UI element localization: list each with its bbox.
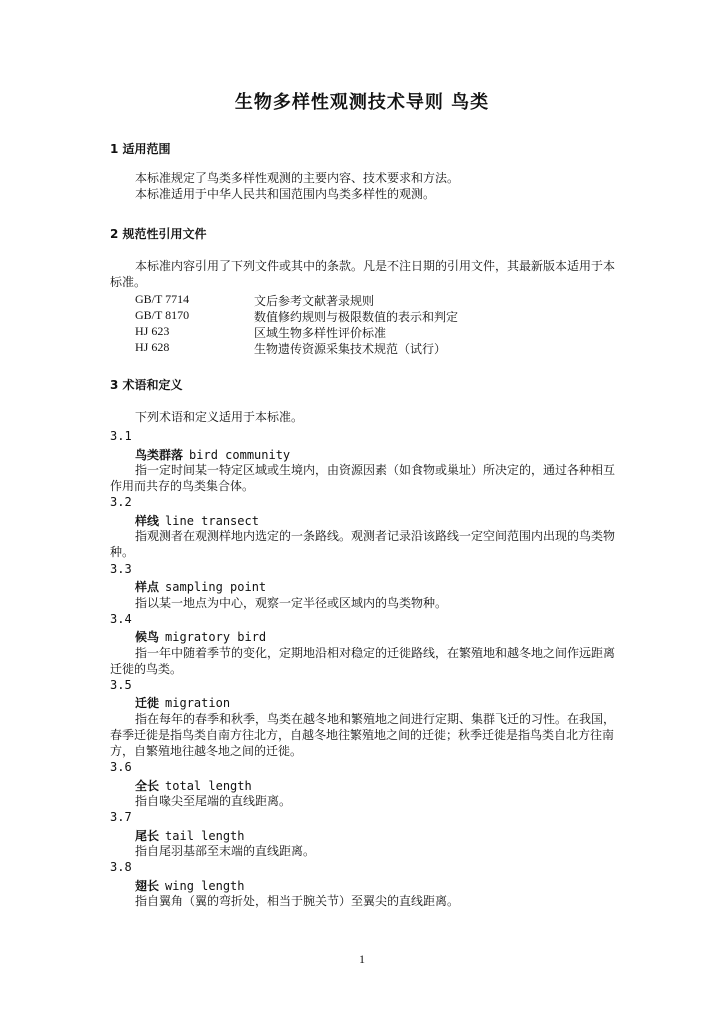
- term-chinese: 全长: [135, 779, 160, 793]
- term-english: sampling point: [165, 580, 267, 594]
- term-chinese: 样点: [135, 580, 160, 594]
- term-number: 3.2: [110, 495, 132, 509]
- term-title: [135, 578, 266, 595]
- term-english: bird community: [189, 448, 291, 462]
- term-english: total length: [165, 779, 252, 793]
- term-number: 3.6: [110, 760, 132, 774]
- term-definition: 指以某一地点为中心，观察一定半径或区域内的鸟类物种。: [135, 596, 448, 610]
- reference-name: 区域生物多样性评价标准: [254, 326, 387, 340]
- term-english: line transect: [165, 514, 259, 528]
- section-1-heading: 1 适用范围: [110, 142, 171, 156]
- term-number: 3.3: [110, 562, 132, 576]
- term-chinese: 尾长: [135, 829, 160, 843]
- reference-name: 生物遗传资源采集技术规范（试行）: [254, 342, 447, 356]
- term-title: [135, 877, 245, 894]
- reference-code: HJ 628: [135, 340, 170, 354]
- term-title: [135, 446, 290, 463]
- term-definition: 指观测者在观测样地内选定的一条路线。观测者记录沿该路线一定空间范围内出现的鸟类物种。: [110, 529, 616, 559]
- section-3-heading: 3 术语和定义: [110, 378, 183, 392]
- term-chinese: 鸟类群落: [135, 448, 184, 462]
- term-title: [135, 777, 252, 794]
- reference-code: GB/T 8170: [135, 308, 190, 322]
- term-title: [135, 694, 230, 711]
- term-english: tail length: [165, 829, 245, 843]
- term-english: migratory bird: [165, 630, 267, 644]
- section-2-heading: 2 规范性引用文件: [110, 227, 207, 241]
- term-english: migration: [165, 696, 231, 710]
- term-title: [135, 512, 259, 529]
- term-definition: 指自翼角（翼的弯折处，相当于腕关节）至翼尖的直线距离。: [135, 894, 460, 908]
- term-number: 3.5: [110, 678, 132, 692]
- term-definition: 指一年中随着季节的变化，定期地沿相对稳定的迁徙路线，在繁殖地和越冬地之间作远距离迁徙的鸟类。: [110, 646, 616, 676]
- section-1-paragraph-2: 本标准适用于中华人民共和国范围内鸟类多样性的观测。: [135, 187, 436, 201]
- reference-name: 数值修约规则与极限数值的表示和判定: [254, 310, 459, 324]
- term-definition: 指在每年的春季和秋季，鸟类在越冬地和繁殖地之间进行定期、集群飞迁的习性。在我国，春季迁徙是指鸟类自南方往北方，自越冬地往繁殖地之间的迁徙；秋季迁徙是指鸟类自北方往南方，自繁殖地往越冬地之间的迁徙。: [110, 712, 616, 758]
- section-3-intro: 下列术语和定义适用于本标准。: [135, 410, 304, 424]
- term-number: 3.8: [110, 860, 132, 874]
- term-chinese: 候鸟: [135, 630, 160, 644]
- reference-code: GB/T 7714: [135, 292, 190, 306]
- reference-name: 文后参考文献著录规则: [254, 294, 375, 308]
- page-number: 1: [359, 952, 365, 966]
- term-title: [135, 827, 245, 844]
- term-definition: 指一定时间某一特定区域或生境内，由资源因素（如食物或巢址）所决定的，通过各种相互作用而共存的鸟类集合体。: [110, 463, 616, 493]
- term-english: wing length: [165, 879, 245, 893]
- document-title: 生物多样性观测技术导则 鸟类: [234, 92, 490, 113]
- term-title: [135, 628, 266, 645]
- term-number: 3.4: [110, 612, 132, 626]
- term-definition: 指自喙尖至尾端的直线距离。: [135, 794, 292, 808]
- reference-code: HJ 623: [135, 324, 170, 338]
- term-number: 3.1: [110, 429, 132, 443]
- term-chinese: 翅长: [135, 879, 160, 893]
- term-definition: 指自尾羽基部至末端的直线距离。: [135, 844, 316, 858]
- section-1-paragraph-1: 本标准规定了鸟类多样性观测的主要内容、技术要求和方法。: [135, 171, 460, 185]
- term-number: 3.7: [110, 810, 132, 824]
- term-chinese: 迁徙: [135, 696, 160, 710]
- term-chinese: 样线: [135, 514, 160, 528]
- section-2-intro: 本标准内容引用了下列文件或其中的条款。凡是不注日期的引用文件，其最新版本适用于本标准。: [110, 259, 616, 289]
